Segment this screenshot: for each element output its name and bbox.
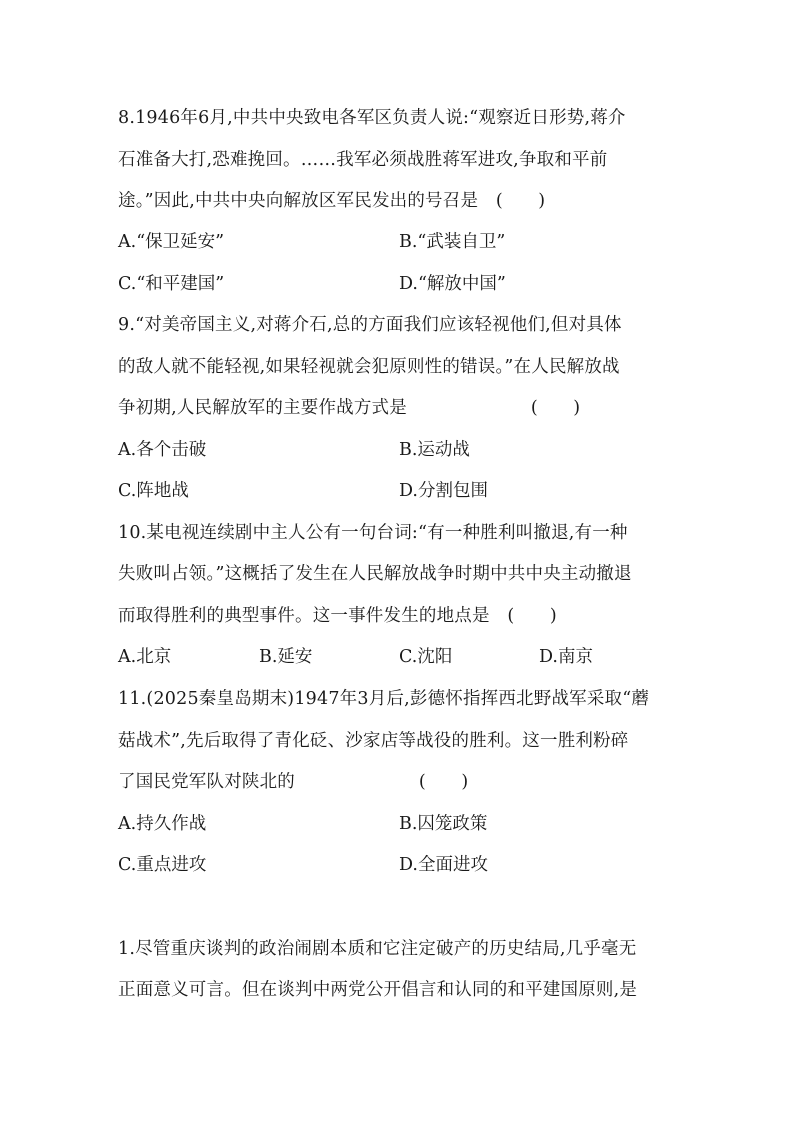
- q11-option-c: C.重点进攻: [118, 855, 207, 875]
- q11-option-d: D.全面进攻: [399, 855, 488, 875]
- passage-line-2: 正面意义可言。但在谈判中两党公开倡言和认同的和平建国原则,是: [118, 980, 638, 1000]
- q9-option-b: B.运动战: [399, 440, 470, 460]
- q10-option-b: B.延安: [259, 647, 313, 667]
- q11-option-a: A.持久作战: [118, 814, 207, 834]
- q9-option-c: C.阵地战: [118, 481, 189, 501]
- q11-stem-line-2: 菇战术”,先后取得了青化砭、沙家店等战役的胜利。这一胜利粉碎: [118, 731, 629, 751]
- q8-option-c: C.“和平建国”: [118, 274, 225, 294]
- q8-option-b: B.“武装自卫”: [399, 232, 506, 252]
- q10-option-c: C.沈阳: [399, 647, 453, 667]
- q9-option-a: A.各个击破: [118, 440, 207, 460]
- q10-stem-line-1: 10.某电视连续剧中主人公有一句台词:“有一种胜利叫撤退,有一种: [118, 523, 628, 543]
- passage-line-1: 1.尽管重庆谈判的政治闹剧本质和它注定破产的历史结局,几乎毫无: [118, 939, 637, 959]
- q8-option-d: D.“解放中国”: [399, 274, 506, 294]
- q11-stem-line-3: 了国民党军队对陕北的 ( ): [118, 772, 469, 792]
- q9-option-d: D.分割包围: [399, 481, 488, 501]
- q10-stem-line-3: 而取得胜利的典型事件。这一事件发生的地点是 ( ): [118, 606, 557, 626]
- q10-stem-line-2: 失败叫占领。”这概括了发生在人民解放战争时期中共中央主动撤退: [118, 564, 632, 584]
- q9-stem-line-3: 争初期,人民解放军的主要作战方式是 ( ): [118, 398, 581, 418]
- q11-option-b: B.囚笼政策: [399, 814, 488, 834]
- q10-option-d: D.南京: [539, 647, 593, 667]
- q9-stem-line-2: 的敌人就不能轻视,如果轻视就会犯原则性的错误。”在人民解放战: [118, 357, 620, 377]
- q11-stem-line-1: 11.(2025秦皇岛期末)1947年3月后,彭德怀指挥西北野战军采取“蘑: [118, 689, 650, 709]
- q8-option-a: A.“保卫延安”: [118, 232, 225, 252]
- q8-stem-line-1: 8.1946年6月,中共中央致电各军区负责人说:“观察近日形势,蒋介: [118, 108, 626, 128]
- q8-stem-line-3: 途。”因此,中共中央向解放区军民发出的号召是 ( ): [118, 191, 546, 211]
- q8-stem-line-2: 石准备大打,恐难挽回。……我军必须战胜蒋军进攻,争取和平前: [118, 150, 608, 170]
- q9-stem-line-1: 9.“对美帝国主义,对蒋介石,总的方面我们应该轻视他们,但对具体: [118, 315, 622, 335]
- q10-option-a: A.北京: [118, 647, 172, 667]
